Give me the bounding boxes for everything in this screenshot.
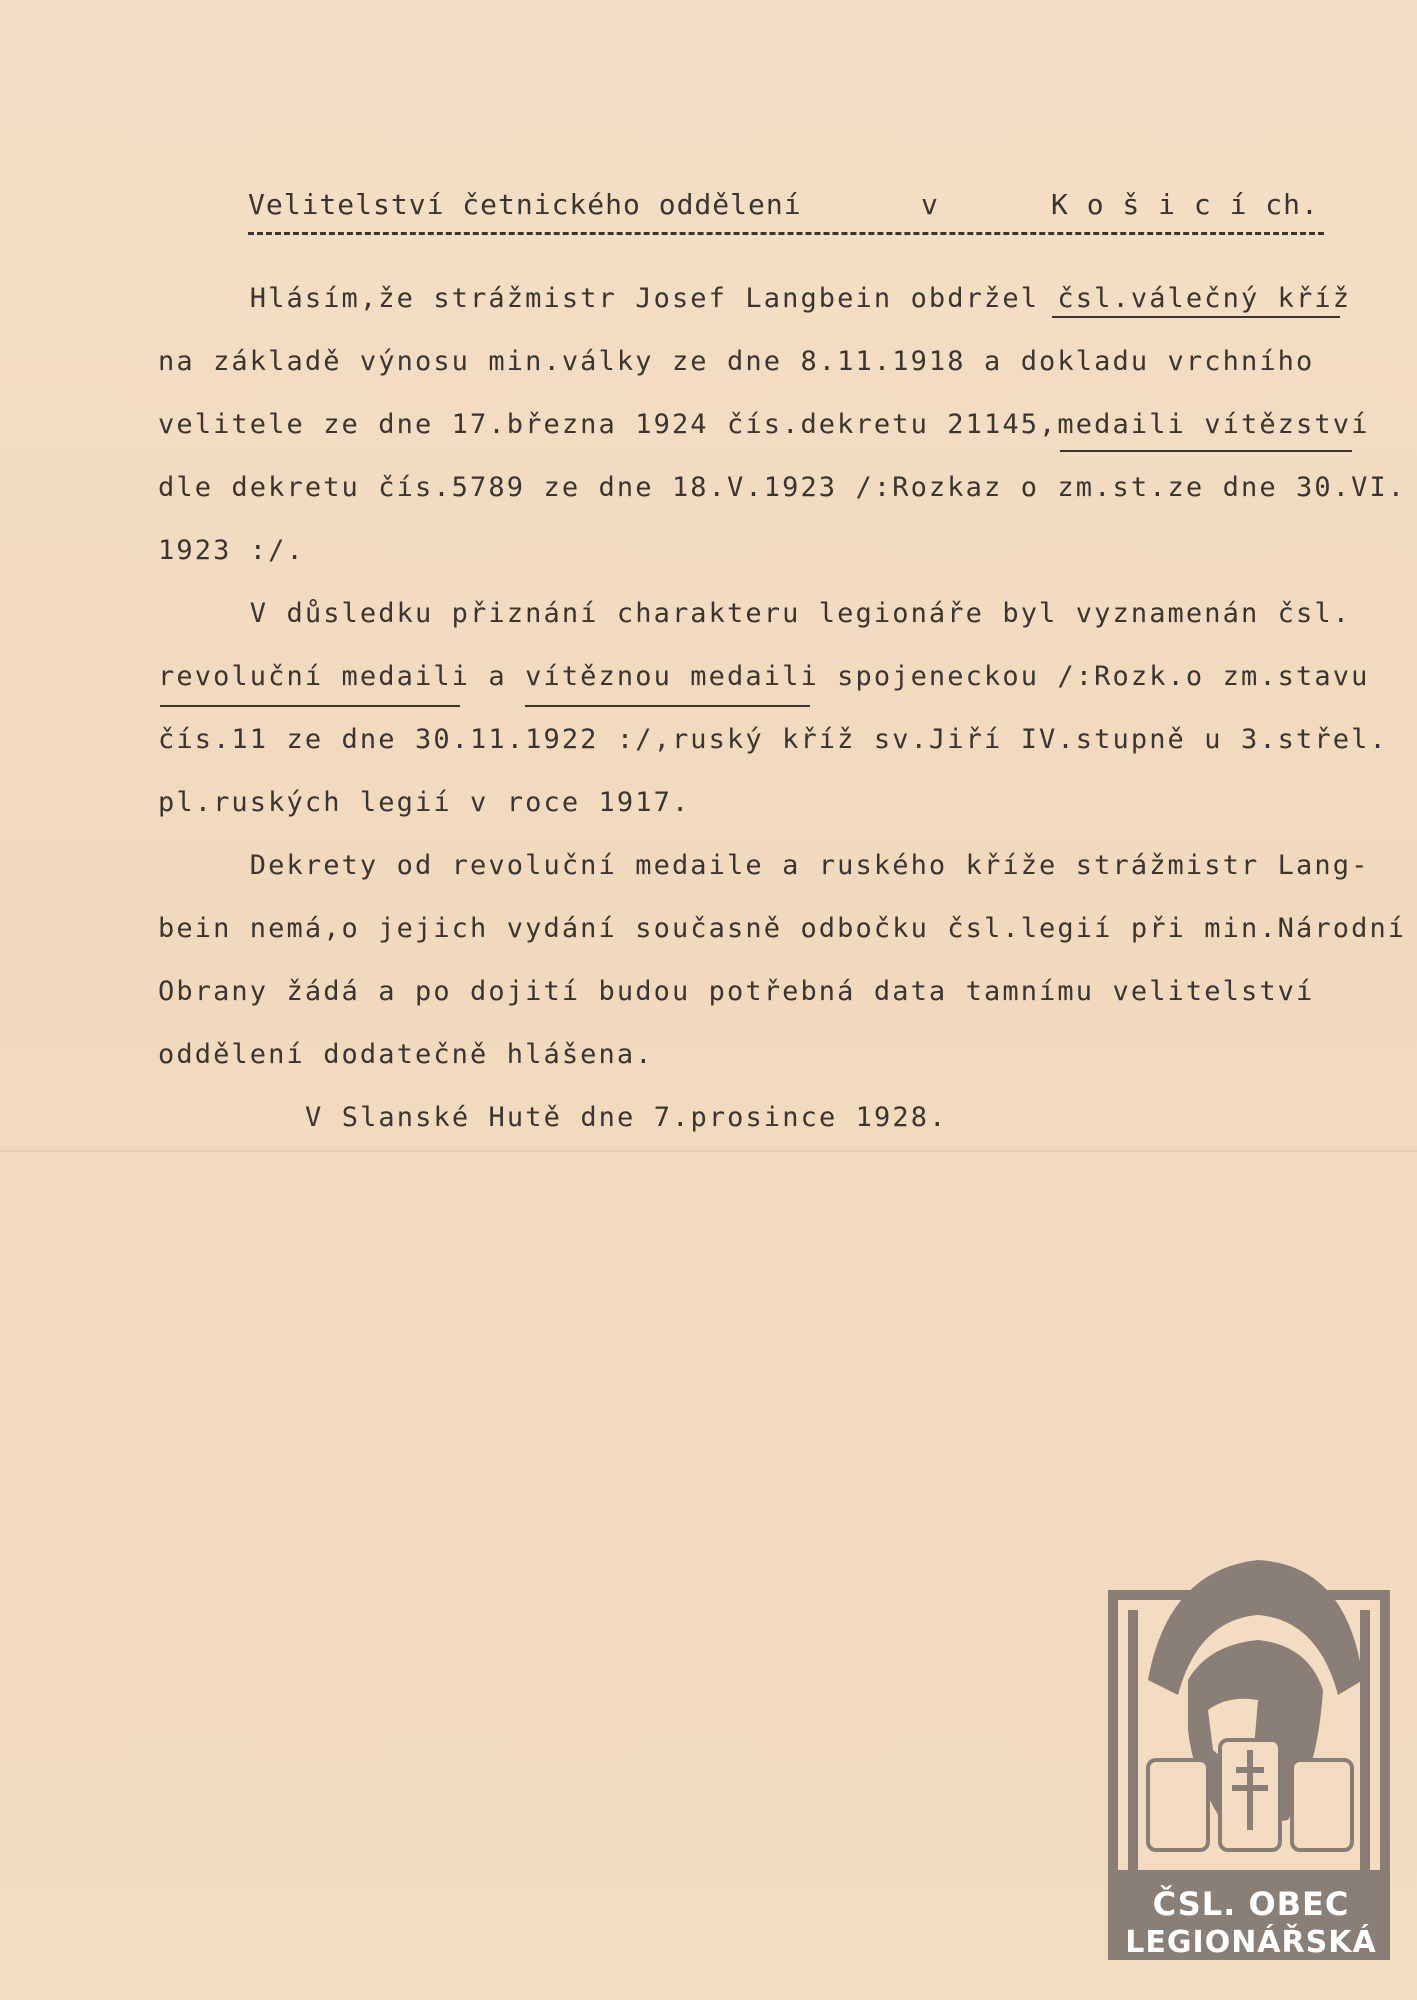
body-line: V důsledku přiznání charakteru legionáře byl vyznamenán čsl. bbox=[158, 598, 1352, 629]
underline-mark bbox=[525, 705, 810, 707]
heading-dashed-rule bbox=[248, 232, 1324, 235]
paper-fold bbox=[0, 1150, 1417, 1152]
body-line: velitele ze dne 17.března 1924 čís.dekretu 21145,medaili vítězství bbox=[158, 409, 1370, 440]
body-line: na základě výnosu min.války ze dne 8.11.1918 a dokladu vrchního bbox=[158, 346, 1315, 377]
heading-city: K o š i c í ch. bbox=[1051, 188, 1319, 221]
body-line: čís.11 ze dne 30.11.1922 :/,ruský kříž sv.Jiří IV.stupně u 3.střel. bbox=[158, 724, 1388, 755]
logo-text-line1: ČSL. OBEC bbox=[1152, 1885, 1350, 1923]
body-line: 1923 :/. bbox=[158, 535, 305, 566]
body-line: dle dekretu čís.5789 ze dne 18.V.1923 /:Rozkaz o zm.st.ze dne 30.VI. bbox=[158, 472, 1407, 503]
heading-office: Velitelství četnického oddělení bbox=[248, 188, 802, 221]
logo-text-line2: LEGIONÁŘSKÁ bbox=[1125, 1925, 1377, 1960]
heading-preposition: v bbox=[921, 188, 939, 221]
underline-mark bbox=[160, 705, 460, 707]
body-line: Obrany žádá a po dojití budou potřebná data tamnímu velitelství bbox=[158, 976, 1315, 1007]
body-line: oddělení dodatečně hlášena. bbox=[158, 1039, 654, 1070]
body-line: Dekrety od revoluční medaile a ruského kříže strážmistr Lang- bbox=[158, 850, 1370, 881]
underline-mark bbox=[1060, 450, 1352, 452]
signoff-line: V Slanské Hutě dne 7.prosince 1928. bbox=[305, 1102, 948, 1133]
underline-mark bbox=[1052, 316, 1340, 318]
body-line: revoluční medaili a vítěznou medaili spojeneckou /:Rozk.o zm.stavu bbox=[158, 661, 1370, 692]
body-line: pl.ruských legií v roce 1917. bbox=[158, 787, 691, 818]
body-line: bein nemá,o jejich vydání současně odbočku čsl.legií při min.Národní bbox=[158, 913, 1407, 944]
body-line: Hlásím,že strážmistr Josef Langbein obdržel čsl.válečný kříž bbox=[158, 283, 1352, 314]
